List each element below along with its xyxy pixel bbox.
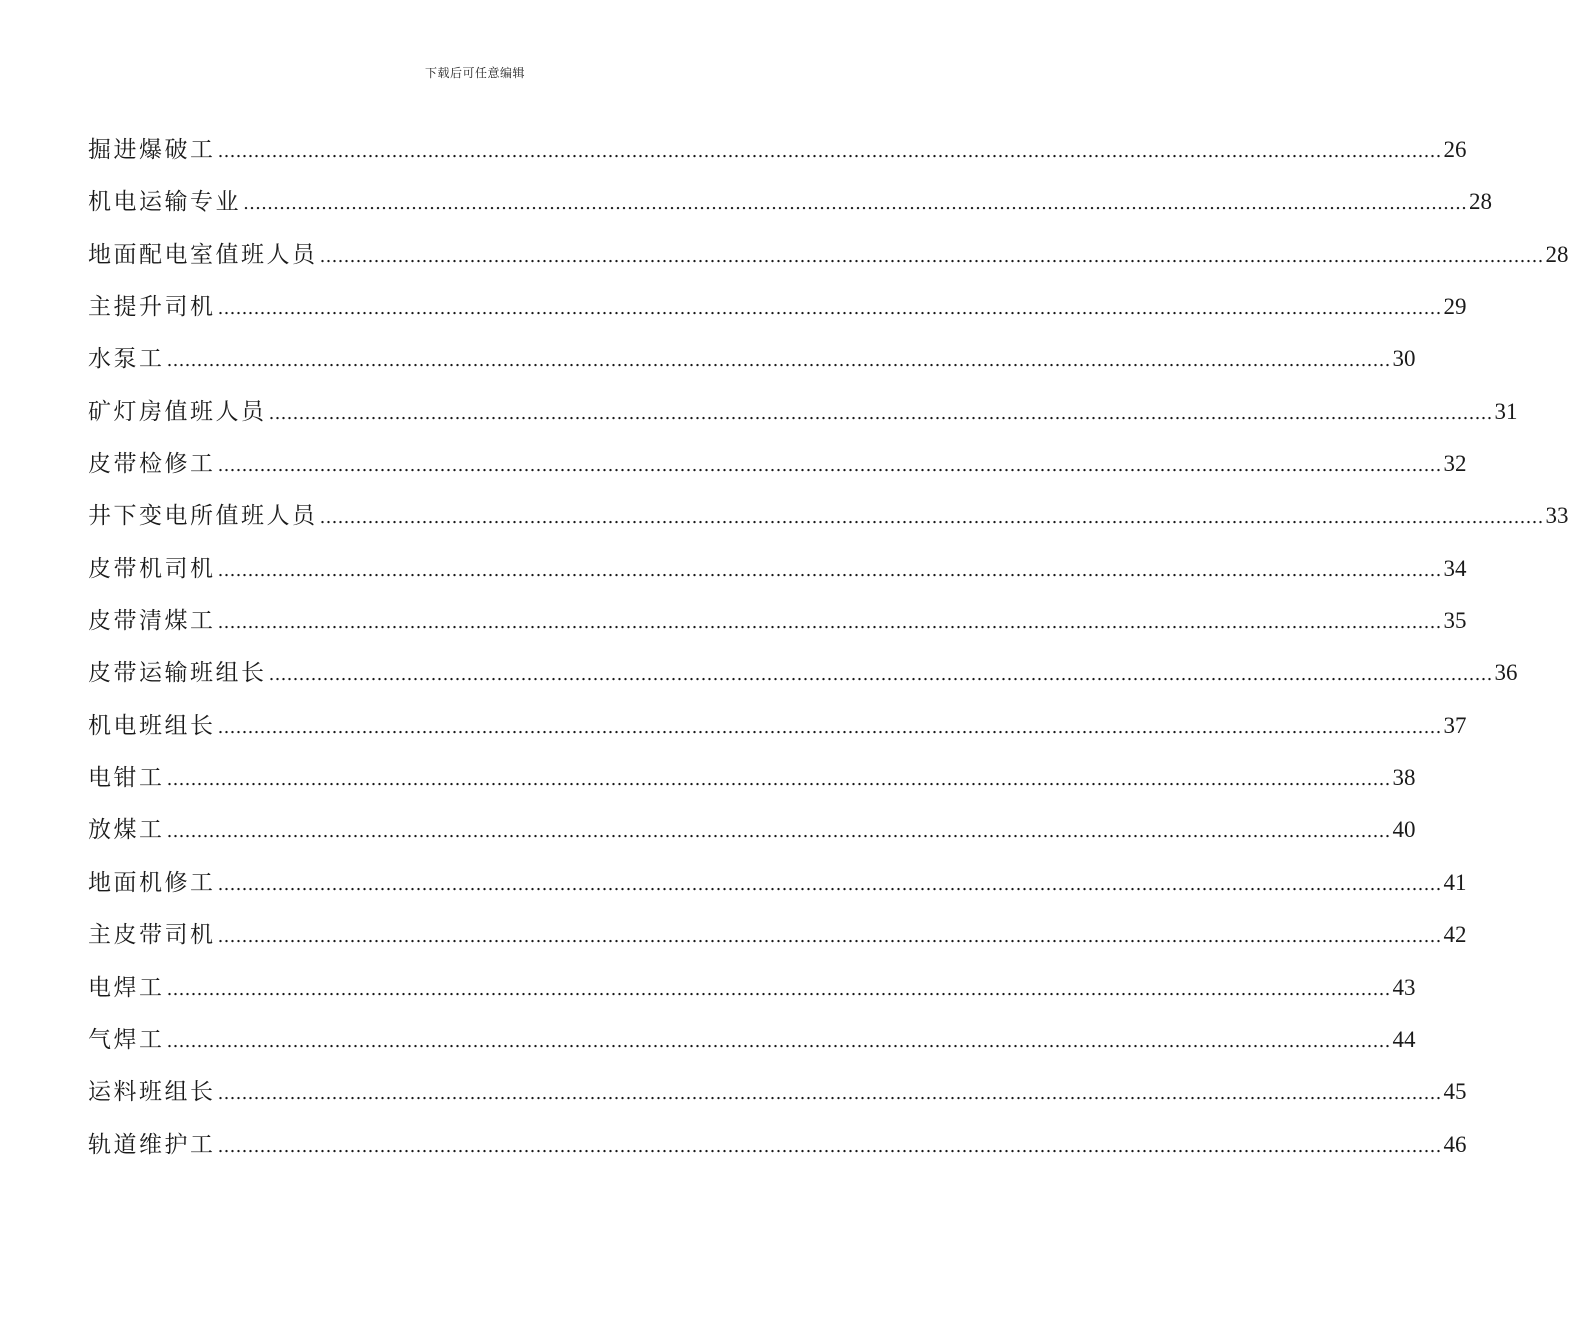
toc-entry[interactable] xyxy=(88,176,1492,228)
toc-entry-title: 电钳工 xyxy=(88,765,165,792)
toc-dot-leader: …………………………………………………………………………………………………………………………………………………………………………………… xyxy=(217,926,1442,948)
toc-entry[interactable] xyxy=(88,647,1518,699)
toc-entry-page: 38 xyxy=(1392,765,1416,791)
toc-entry-title: 气焊工 xyxy=(88,1026,165,1053)
toc-entry-title: 电焊工 xyxy=(88,974,165,1001)
toc-dot-leader: …………………………………………………………………………………………………………………………………………………………………………………… xyxy=(217,716,1442,738)
toc-entry[interactable] xyxy=(88,1014,1416,1066)
toc-entry-page: 40 xyxy=(1392,817,1416,843)
toc-entry-page: 26 xyxy=(1443,137,1467,162)
toc-entry[interactable] xyxy=(88,595,1467,647)
toc-entry-title: 皮带检修工 xyxy=(88,451,216,478)
toc-entry[interactable] xyxy=(88,386,1518,438)
toc-entry-page: 43 xyxy=(1392,974,1416,1000)
toc-dot-leader: …………………………………………………………………………………………………………………………………………………………………………………… xyxy=(319,245,1544,267)
toc-entry[interactable] xyxy=(88,962,1416,1014)
toc-entry[interactable] xyxy=(88,543,1467,595)
toc-entry[interactable] xyxy=(88,229,1569,281)
toc-entry[interactable] xyxy=(88,700,1467,752)
toc-dot-leader: …………………………………………………………………………………………………………………………………………………………………………………… xyxy=(217,298,1442,320)
toc-entry[interactable] xyxy=(88,752,1416,804)
toc-entry-title: 矿灯房值班人员 xyxy=(88,398,267,425)
toc-dot-leader: …………………………………………………………………………………………………………………………………………………………………………………… xyxy=(217,873,1442,895)
toc-entry-page: 45 xyxy=(1443,1079,1467,1105)
toc-entry-page: 37 xyxy=(1443,712,1467,738)
toc-dot-leader: …………………………………………………………………………………………………………………………………………………………………………………… xyxy=(166,821,1391,843)
toc-dot-leader: …………………………………………………………………………………………………………………………………………………………………………………… xyxy=(268,402,1493,424)
toc-entry-page: 36 xyxy=(1494,660,1518,686)
toc-entry-page: 28 xyxy=(1545,241,1569,267)
toc-entry-page: 41 xyxy=(1443,869,1467,895)
table-of-contents xyxy=(88,124,1569,1171)
toc-entry-page: 44 xyxy=(1392,1026,1416,1052)
toc-entry[interactable] xyxy=(88,857,1467,909)
toc-entry[interactable] xyxy=(88,124,1467,176)
toc-entry-page: 33 xyxy=(1545,503,1569,529)
toc-entry-title: 皮带运输班组长 xyxy=(88,660,267,687)
toc-dot-leader: …………………………………………………………………………………………………………………………………………………………………………………… xyxy=(166,1030,1391,1052)
toc-entry-title: 皮带机司机 xyxy=(88,555,216,582)
toc-entry-page: 31 xyxy=(1494,398,1518,424)
toc-dot-leader: …………………………………………………………………………………………………………………………………………………………………………………… xyxy=(268,664,1493,686)
toc-entry-page: 42 xyxy=(1443,922,1467,948)
toc-dot-leader: …………………………………………………………………………………………………………………………………………………………………………………… xyxy=(217,1135,1442,1157)
toc-dot-leader: …………………………………………………………………………………………………………………………………………………………………………………… xyxy=(217,141,1442,162)
toc-entry-page: 34 xyxy=(1443,555,1467,581)
toc-dot-leader: …………………………………………………………………………………………………………………………………………………………………………………… xyxy=(217,1083,1442,1105)
toc-dot-leader: …………………………………………………………………………………………………………………………………………………………………………………… xyxy=(319,507,1544,529)
toc-entry[interactable] xyxy=(88,438,1467,490)
toc-entry-title: 地面机修工 xyxy=(88,869,216,896)
toc-entry-page: 29 xyxy=(1443,294,1467,320)
toc-dot-leader: …………………………………………………………………………………………………………………………………………………………………………………… xyxy=(243,193,1467,215)
toc-dot-leader: …………………………………………………………………………………………………………………………………………………………………………………… xyxy=(166,978,1391,1000)
toc-entry-title: 主皮带司机 xyxy=(88,922,216,949)
toc-entry-title: 运料班组长 xyxy=(88,1079,216,1106)
toc-entry-title: 放煤工 xyxy=(88,817,165,844)
toc-entry[interactable] xyxy=(88,281,1467,333)
toc-dot-leader: …………………………………………………………………………………………………………………………………………………………………………………… xyxy=(166,769,1391,791)
toc-entry[interactable] xyxy=(88,1119,1467,1171)
toc-dot-leader: …………………………………………………………………………………………………………………………………………………………………………………… xyxy=(217,455,1442,477)
toc-entry[interactable] xyxy=(88,804,1416,856)
toc-entry-title: 轨道维护工 xyxy=(88,1131,216,1158)
toc-dot-leader: …………………………………………………………………………………………………………………………………………………………………………………… xyxy=(217,559,1442,581)
toc-entry-title: 机电班组长 xyxy=(88,712,216,739)
toc-entry-title: 井下变电所值班人员 xyxy=(88,503,318,530)
page-header-note: 下载后可任意编辑 xyxy=(424,66,525,80)
toc-entry-page: 28 xyxy=(1469,189,1492,215)
toc-entry-title: 机电运输专业 xyxy=(88,189,241,216)
toc-entry-page: 32 xyxy=(1443,451,1467,477)
toc-dot-leader: …………………………………………………………………………………………………………………………………………………………………………………… xyxy=(166,350,1391,372)
toc-entry-title: 掘进爆破工 xyxy=(88,137,216,163)
toc-entry[interactable] xyxy=(88,490,1569,542)
toc-entry-page: 46 xyxy=(1443,1131,1467,1157)
toc-entry[interactable] xyxy=(88,909,1467,961)
toc-entry[interactable] xyxy=(88,333,1416,385)
toc-entry-title: 地面配电室值班人员 xyxy=(88,241,318,268)
toc-entry-page: 35 xyxy=(1443,608,1467,634)
toc-entry[interactable] xyxy=(88,1066,1467,1118)
toc-entry-title: 主提升司机 xyxy=(88,294,216,321)
toc-entry-page: 30 xyxy=(1392,346,1416,372)
toc-entry-title: 水泵工 xyxy=(88,346,165,373)
toc-entry-title: 皮带清煤工 xyxy=(88,608,216,635)
toc-dot-leader: …………………………………………………………………………………………………………………………………………………………………………………… xyxy=(217,612,1442,634)
